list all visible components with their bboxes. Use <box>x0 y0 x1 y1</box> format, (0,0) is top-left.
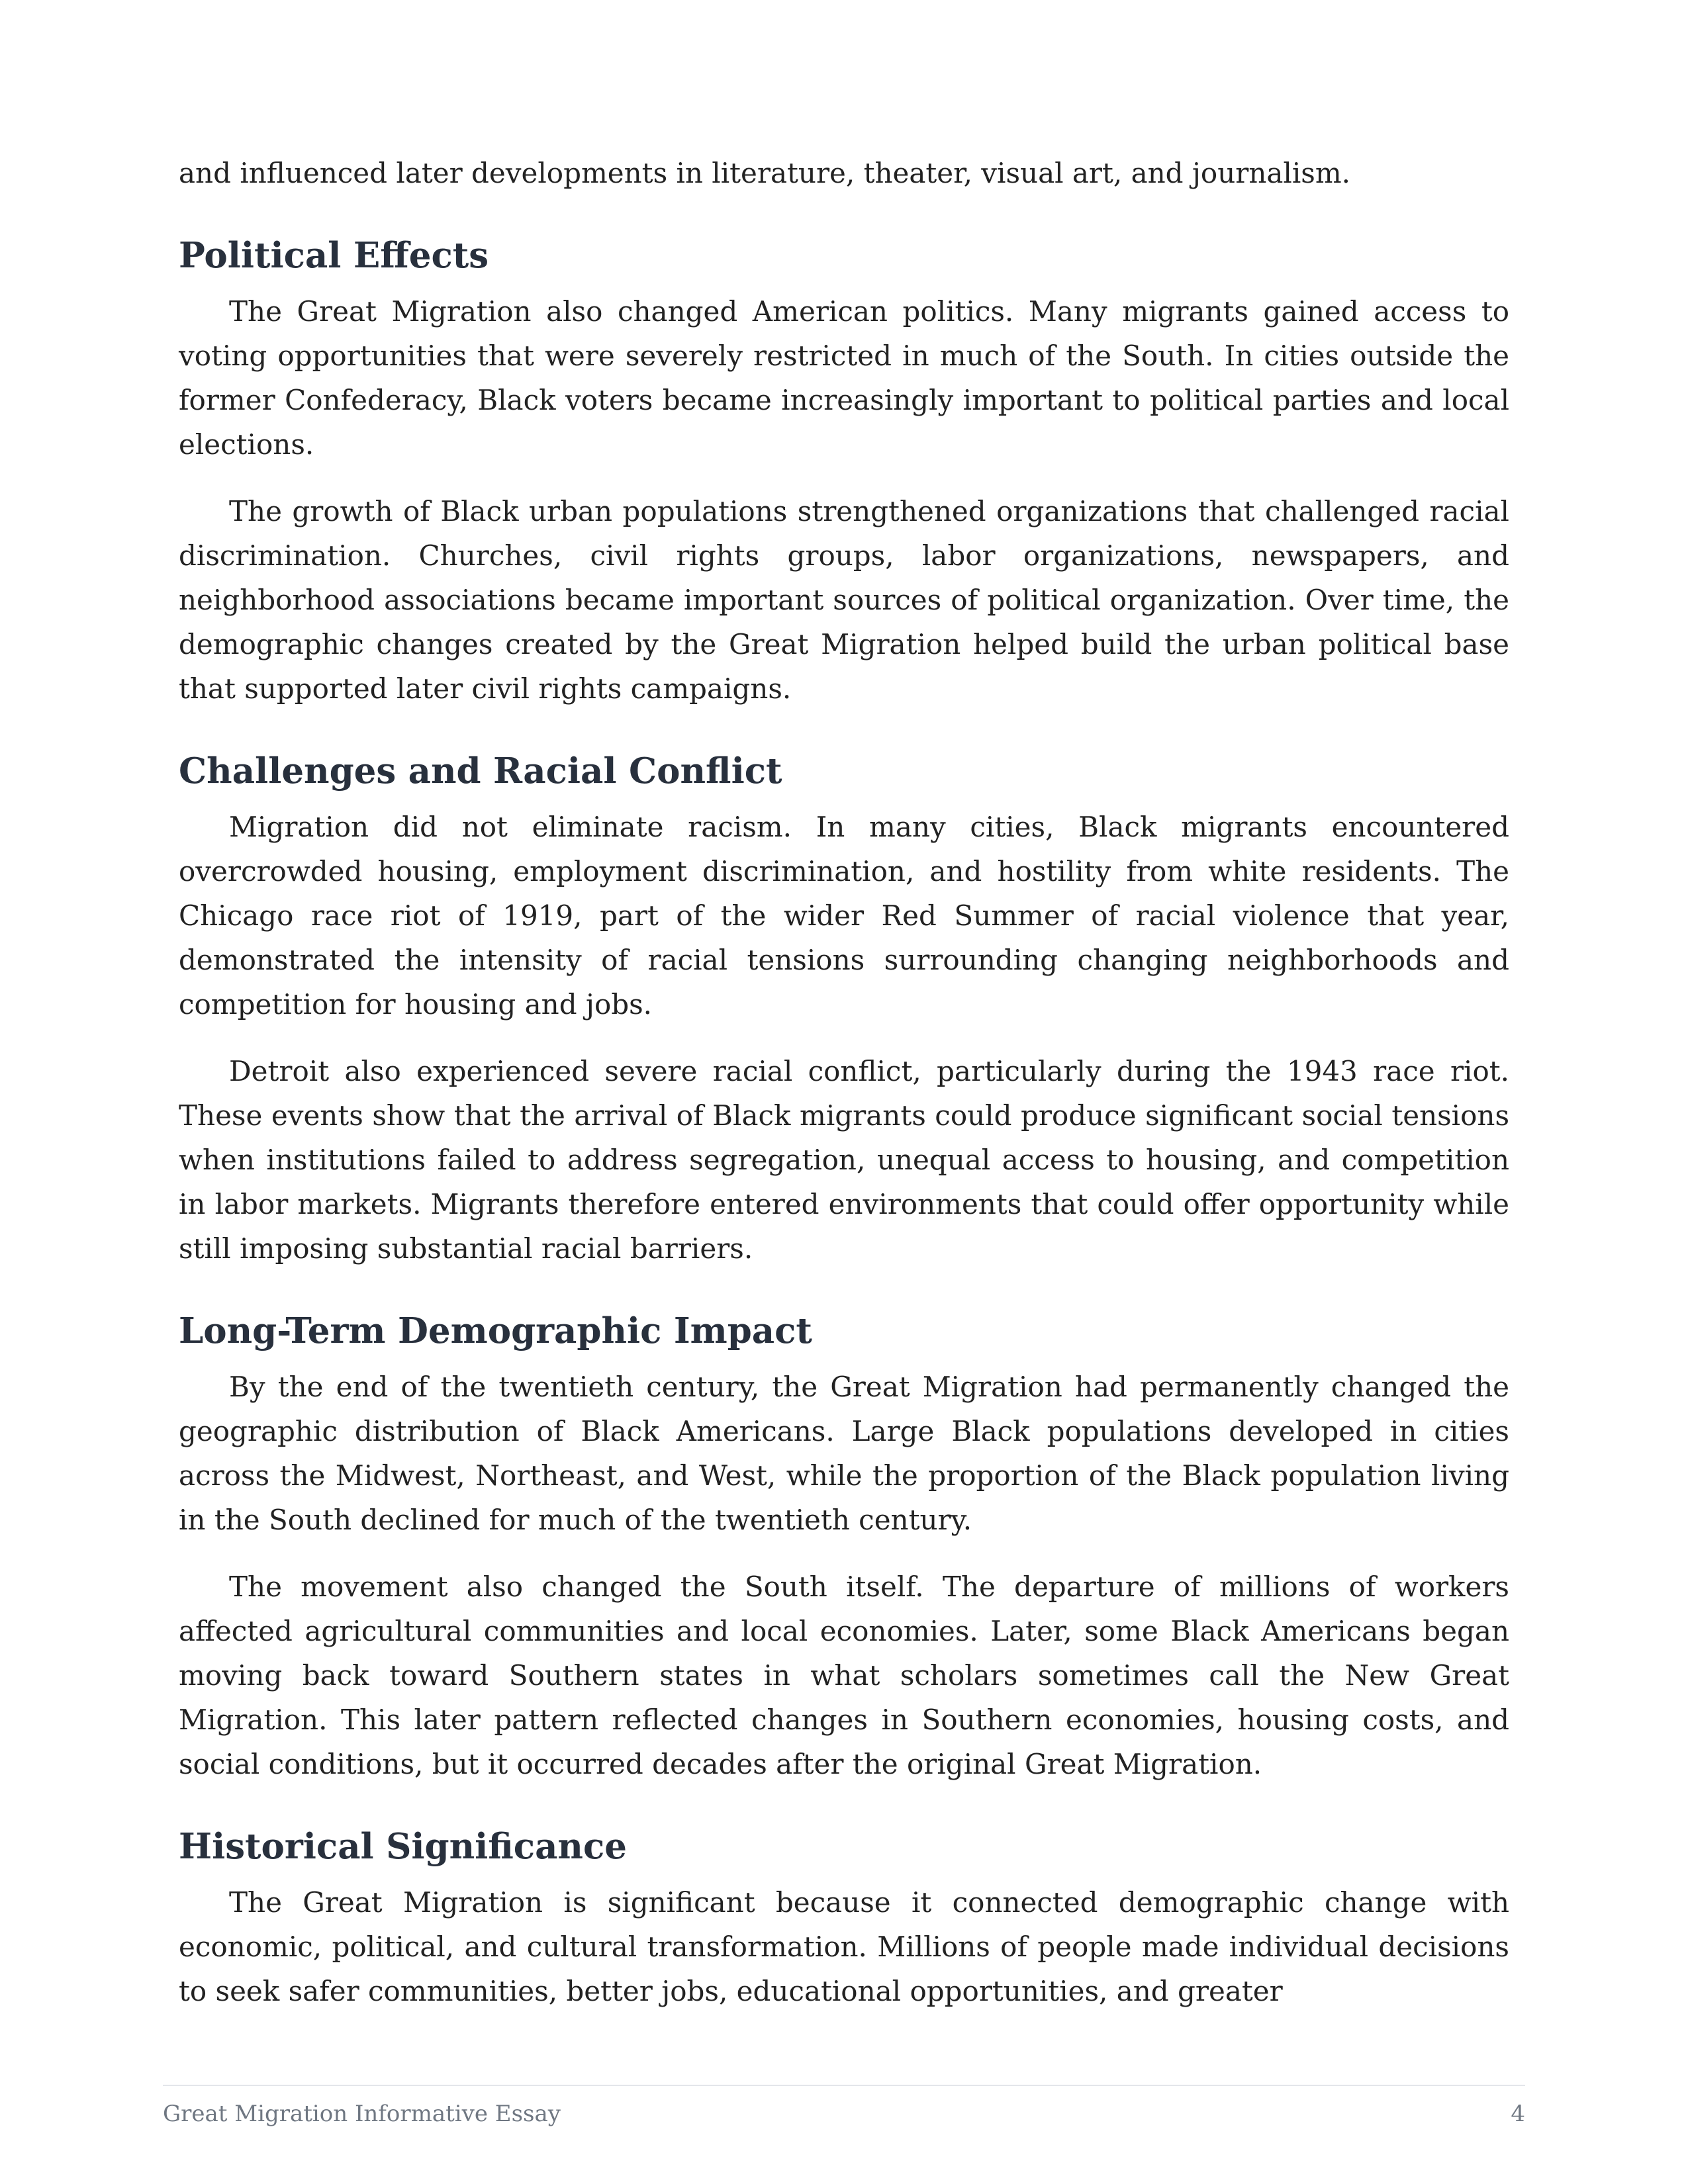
body-paragraph: Migration did not eliminate racism. In many cities, Black migrants encountered overcrowded housing, employment discrimination, and hostility from white residents. The Chicago race riot of 1919, part of the wider Red Summer of racial violence that year, demonstrated the intensity of racial tensions surrounding changing neighborhoods and competition for housing and jobs. <box>179 811 1509 1021</box>
body-paragraph: The movement also changed the South itself. The departure of millions of workers affected agricultural communities and local economies. Later, some Black Americans began moving back toward Southern states in what scholars sometimes call the New Great Migration. This later pattern reflected changes in Southern economies, housing costs, and social conditions, but it occurred decades after the original Great Migration. <box>179 1570 1509 1780</box>
section-historical-significance <box>179 1823 1509 2013</box>
body-paragraph: The growth of Black urban populations strengthened organizations that challenged racial discrimination. Churches, civil rights groups, labor organizations, newspapers, and neighborhood associations became important sources of political organization. Over time, the demographic changes created by the Great Migration helped build the urban political base that supported later civil rights campaigns. <box>179 495 1509 705</box>
opening-fragment: and influenced later developments in literature, theater, visual art, and journalism. <box>179 157 1351 189</box>
section-heading: Political Effects <box>179 235 489 276</box>
section-challenges-racial-conflict <box>179 748 1509 1271</box>
body-paragraph: Detroit also experienced severe racial conflict, particularly during the 1943 race riot. These events show that the arrival of Black migrants could produce significant social tensions when institutions failed to address segregation, unequal access to housing, and competition in labor markets. Migrants therefore entered environments that could offer opportunity while still imposing substantial racial barriers. <box>179 1055 1509 1265</box>
section-heading: Long-Term Demographic Impact <box>179 1310 812 1351</box>
footer-page-number: 4 <box>1511 2101 1525 2127</box>
body-paragraph: By the end of the twentieth century, the Great Migration had permanently changed the geographic distribution of Black Americans. Large Black populations developed in cities across the Midwest, Northeast, and West, while the proportion of the Black population living in the South declined for much of the twentieth century. <box>179 1371 1509 1536</box>
section-heading: Challenges and Racial Conflict <box>179 751 782 792</box>
footer-document-title: Great Migration Informative Essay <box>163 2101 561 2127</box>
section-political-effects <box>179 232 1509 711</box>
section-long-term-demographic-impact <box>179 1308 1509 1786</box>
footer-divider <box>163 2085 1525 2086</box>
body-paragraph: The Great Migration is significant because it connected demographic change with economic, political, and cultural transformation. Millions of people made individual decisions to seek safer communities, better jobs, educational opportunities, and greater <box>179 1886 1509 2007</box>
document-body <box>179 151 1509 2036</box>
body-paragraph: The Great Migration also changed American politics. Many migrants gained access to voting opportunities that were severely restricted in much of the South. In cities outside the former Confederacy, Black voters became increasingly important to political parties and local elections. <box>179 295 1509 461</box>
section-heading: Historical Significance <box>179 1826 627 1867</box>
